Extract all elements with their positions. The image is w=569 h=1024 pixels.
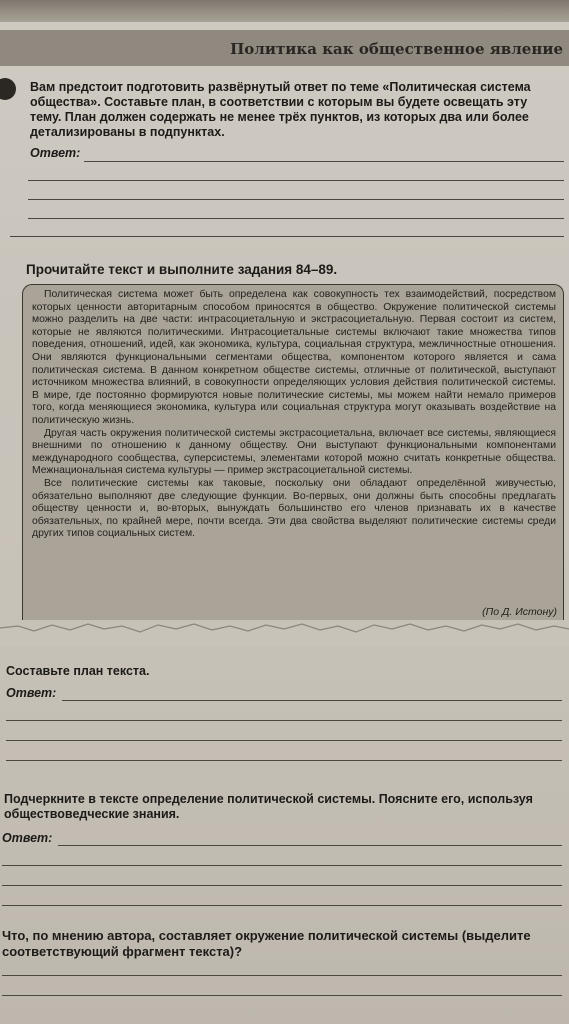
page-title: Политика как общественное явление: [230, 40, 563, 58]
torn-paper-edge: [0, 606, 569, 646]
passage-text: [32, 289, 556, 541]
task-1-text: Вам предстоит подготовить развёрнутый ответ по теме «Политическая система общества». Составьте план, в соответствии с которым вы будете освещать эту тему. План должен содержать не менее трёх пунктов, из которых два или более детализированы в подпунктах.: [30, 80, 531, 139]
task-2-answer-label: Ответ:: [6, 686, 57, 700]
answer-line[interactable]: [28, 199, 564, 200]
answer-line[interactable]: [2, 975, 562, 976]
task-marker-icon: [0, 78, 16, 100]
task-3-answer-label: Ответ:: [2, 831, 53, 845]
answer-line[interactable]: [6, 740, 562, 741]
passage-paragraph: Политическая система может быть определена как совокупность тех взаимодействий, посредством которых ценности авторитарным способом приносятся в общество. Окружение политической системы можно разделить на две части: интрасоциетальную и экстрасоциетальную. Первая состоит из систем, которые не являются политическими. Интрасоциетальные системы включают такие множества типов поведения, отношений, идей, как экономика, культура, социальная структура, межличностные отношения. Они являются функциональными сегментами общества, компонентом которого является и сама политическая система. В данном конкретном обществе системы, отличные от политической, выступают источником множества влияний, в совокупности определяющих условия действия политической системы. В мире, где постоянно формируются новые политические системы, мы можем найти немало примеров того, когда меняющиеся экономика, культура или социальная структура могут оказывать воздействие на политическую жизнь.: [32, 289, 556, 426]
answer-line[interactable]: [28, 218, 564, 219]
task-2-text: Составьте план текста.: [6, 664, 150, 678]
answer-line[interactable]: [58, 845, 562, 846]
passage-paragraph: Другая часть окружения политической системы экстрасоциетальна, включает все системы, являющиеся внешними по отношению к данному обществу. Они выступают функциональными компонентами международного сообщества, суперсистемы, элементами которой можно считать конкретные общества. Межнациональная система культуры — пример экстрасоциетальной системы.: [32, 427, 556, 477]
answer-line[interactable]: [28, 180, 564, 181]
task-4-text: Что, по мнению автора, составляет окружение политической системы (выделите соответствующий фрагмент текста)?: [2, 928, 531, 959]
answer-line[interactable]: [2, 885, 562, 886]
answer-line[interactable]: [10, 236, 564, 237]
passage-paragraph: Все политические системы как таковые, поскольку они обладают определённой живучестью, обязательно выполняют две следующие функции. Во-первых, они должны быть способны предлагать обществу ценности и, во-вторых, вынуждать большинство его членов признавать их в качестве обязательных, по крайней мере, почти всегда. Эти два свойства выделяют политические системы среди других типов социальных систем.: [32, 477, 556, 540]
section-heading: Прочитайте текст и выполните задания 84–89.: [26, 262, 338, 277]
task-3-text: Подчеркните в тексте определение политической системы. Поясните его, используя обществоведческие знания.: [4, 792, 533, 821]
answer-line[interactable]: [62, 700, 562, 701]
task-1-answer-label: Ответ:: [30, 146, 81, 160]
answer-line[interactable]: [2, 865, 562, 866]
answer-line[interactable]: [6, 720, 562, 721]
answer-line[interactable]: [2, 995, 562, 996]
top-page-strip: [0, 0, 569, 22]
answer-line[interactable]: [2, 905, 562, 906]
passage-attribution: (По Д. Истону): [482, 606, 557, 618]
answer-line[interactable]: [84, 161, 564, 162]
answer-line[interactable]: [6, 760, 562, 761]
